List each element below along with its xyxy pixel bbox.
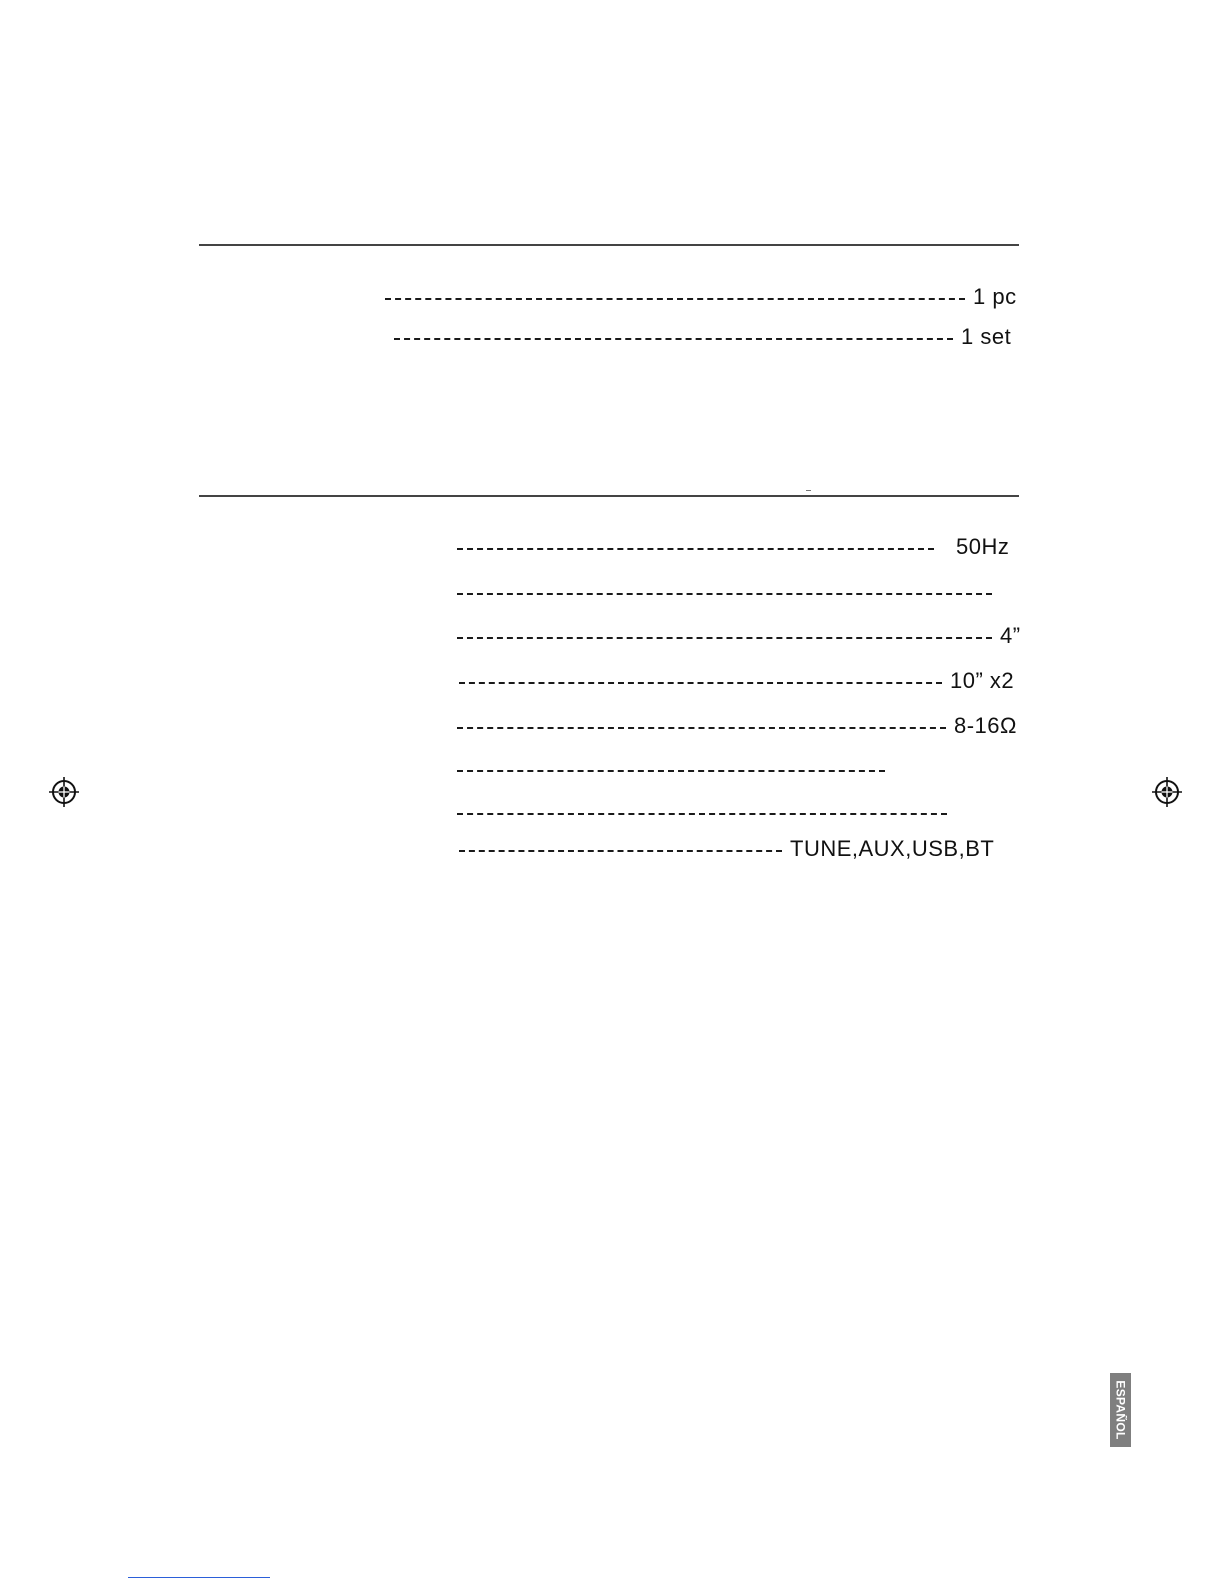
- dotted-leader: [457, 727, 946, 729]
- language-side-tab: [1110, 1373, 1131, 1447]
- dotted-leader: [459, 850, 782, 852]
- dotted-leader: [457, 770, 885, 772]
- spec-value: 4”: [1000, 623, 1021, 648]
- stray-mark: [806, 490, 811, 491]
- footer-line: [128, 1577, 270, 1578]
- spec-row: [459, 832, 994, 866]
- spec-row: [459, 664, 1014, 698]
- dotted-leader: [457, 813, 947, 815]
- specifications-divider: [199, 495, 1019, 497]
- spec-row: [457, 752, 893, 786]
- spec-row: [457, 575, 1000, 609]
- registration-mark-icon: [48, 776, 80, 808]
- dotted-leader: [457, 637, 992, 639]
- spec-value: 50Hz: [956, 534, 1010, 559]
- spec-value: 10” x2: [950, 668, 1015, 693]
- dotted-leader: [385, 298, 965, 300]
- dotted-leader: [457, 593, 992, 595]
- spec-row: [457, 619, 1021, 653]
- accessory-quantity: 1 set: [961, 324, 1012, 349]
- spec-row: [457, 795, 955, 829]
- accessory-row: [394, 320, 1011, 354]
- spec-value: TUNE,AUX,USB,BT: [790, 836, 995, 861]
- spec-row: [457, 709, 1017, 743]
- dotted-leader: [394, 338, 953, 340]
- dotted-leader: [459, 682, 942, 684]
- accessory-quantity: 1 pc: [973, 284, 1017, 309]
- accessories-divider: [199, 244, 1019, 246]
- spec-value: 8-16Ω: [954, 713, 1017, 738]
- dotted-leader: [457, 548, 934, 550]
- spec-row: [457, 530, 1009, 564]
- registration-mark-icon: [1151, 776, 1183, 808]
- accessory-row: [385, 280, 1017, 314]
- language-label: ESPAÑOL: [1113, 1380, 1128, 1440]
